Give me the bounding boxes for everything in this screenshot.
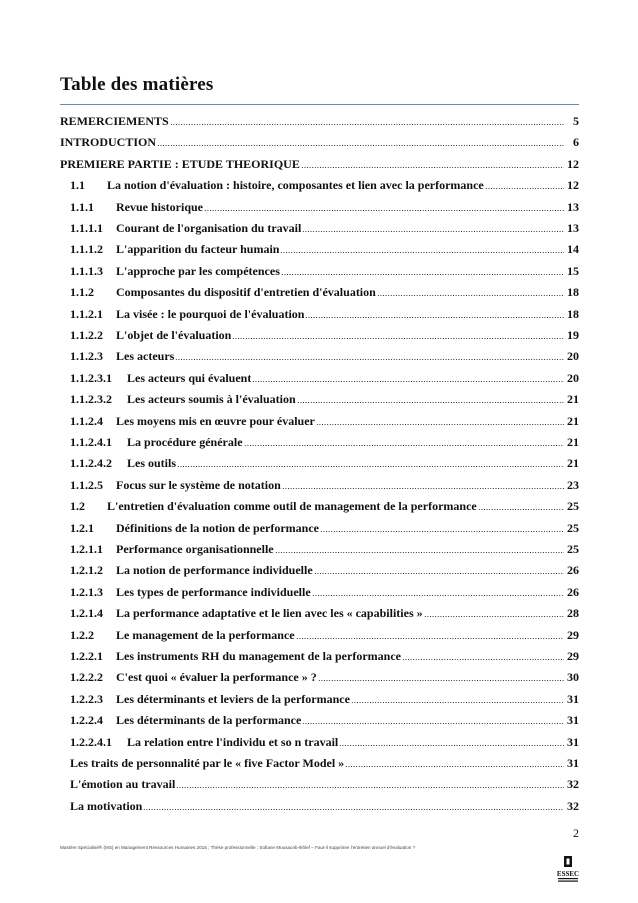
toc-entry-label: L'objet de l'évaluation	[116, 328, 232, 342]
toc-entry-label: Les acteurs qui évaluent	[127, 370, 252, 385]
dot-leader	[305, 307, 564, 319]
dot-leader	[281, 264, 564, 276]
toc-entry-label: Les moyens mis en œuvre pour évaluer	[116, 413, 315, 428]
toc-entry-label: La motivation	[70, 798, 143, 813]
dot-leader	[320, 521, 564, 533]
toc-entry[interactable]	[60, 798, 579, 814]
toc-entry-page: 13	[567, 199, 579, 214]
toc-entry[interactable]	[60, 134, 579, 150]
toc-entry-number: 1.2.2.4	[70, 713, 103, 728]
toc-entry-label: Courant de l'organisation du travail	[116, 221, 302, 235]
toc-entry-number: 1.1.2.3.2	[70, 392, 112, 407]
toc-entry-page: 12	[567, 178, 579, 193]
toc-entry-label: L'émotion au travail	[70, 777, 176, 792]
toc-entry-page: 15	[567, 263, 579, 278]
toc-entry[interactable]	[60, 199, 579, 215]
toc-entry-number: 1.2.2	[70, 627, 94, 642]
toc-entry-page: 14	[567, 242, 579, 257]
toc-entry-page: 29	[567, 649, 579, 663]
toc-entry-label: L'apparition du facteur humain	[116, 242, 280, 257]
toc-entry-number: 1.2.2.3	[70, 691, 103, 706]
toc-entry-page: 21	[567, 456, 579, 471]
dot-leader	[301, 157, 564, 169]
toc-entry-label: La relation entre l'individu et so n travail	[127, 734, 339, 749]
toc-entry-number: 1.1.2	[70, 285, 94, 300]
dot-leader	[345, 756, 564, 768]
toc-entry-label: Composantes du dispositif d'entretien d'évaluation	[116, 285, 376, 300]
dot-leader	[297, 392, 564, 404]
toc-entry-label: Les acteurs	[116, 349, 175, 364]
toc-entry[interactable]	[60, 627, 579, 643]
toc-entry-label: INTRODUCTION	[60, 135, 157, 150]
toc-entry-number: 1.1.2.5	[70, 477, 103, 492]
toc-entry-label: Les déterminants et leviers de la performance	[116, 691, 350, 706]
toc-entry-page: 19	[567, 328, 579, 342]
essec-logo-icon	[556, 856, 580, 884]
toc-entry-page: 18	[567, 306, 579, 321]
dot-leader	[302, 221, 564, 233]
toc-entry-number: 1.2.1.1	[70, 542, 103, 556]
toc-entry[interactable]	[60, 669, 579, 685]
toc-entry[interactable]	[60, 712, 579, 728]
toc-entry-label: Définitions de la notion de performance	[116, 520, 319, 535]
dot-leader	[175, 349, 564, 361]
toc-entry-label: Les outils	[127, 456, 177, 471]
toc-entry-number: 1.1.1	[70, 199, 94, 214]
toc-entry-number: 1.1.2.4	[70, 413, 103, 428]
dot-leader	[252, 371, 564, 383]
toc-entry[interactable]	[60, 477, 579, 493]
toc-entry[interactable]	[60, 562, 579, 578]
dot-leader	[377, 285, 564, 297]
toc-entry-label: Les instruments RH du management de la performance	[116, 649, 401, 663]
toc-entry[interactable]	[60, 284, 579, 300]
toc-entry-label: Les acteurs soumis à l'évaluation	[127, 392, 296, 407]
dot-leader	[204, 200, 564, 212]
toc-entry[interactable]	[60, 734, 579, 750]
toc-entry-label: La notion d'évaluation : histoire, composantes et lien avec la performance	[107, 178, 484, 193]
dot-leader	[280, 242, 564, 254]
toc-entry-page: 30	[567, 670, 579, 685]
toc-entry-label: Les traits de personnalité par le « five Factor Model »	[70, 756, 345, 770]
dot-leader	[339, 735, 564, 747]
toc-entry-page: 25	[567, 542, 579, 556]
dot-leader	[177, 456, 564, 468]
toc-entry-page: 21	[567, 413, 579, 428]
toc-entry[interactable]	[60, 413, 579, 429]
toc-entry-label: C'est quoi « évaluer la performance » ?	[116, 670, 317, 685]
toc-entry-number: 1.2.2.1	[70, 649, 103, 663]
dot-leader	[351, 692, 564, 704]
toc-entry[interactable]	[60, 434, 579, 450]
toc-entry-label: La notion de performance individuelle	[116, 563, 313, 578]
footer-text: Mastère Spécialisé® (MS) en Management Ressources Humaines 2015 ; Thèse professionnelle ; Sofiane Mousaceb-Ikhlef – Faut-il supprimer l'entretien annuel d'évaluation ?	[60, 845, 416, 850]
toc-entry-label: Les types de performance individuelle	[116, 584, 311, 599]
toc-entry[interactable]	[60, 348, 579, 364]
toc-entry-label: Focus sur le système de notation	[116, 477, 281, 492]
dot-leader	[312, 585, 564, 597]
dot-leader	[314, 563, 564, 575]
dot-leader	[302, 713, 564, 725]
toc-entry[interactable]	[60, 648, 579, 664]
toc-entry-number: 1.1.2.3	[70, 349, 103, 364]
toc-entry-number: 1.1.1.3	[70, 263, 103, 278]
toc-entry[interactable]	[60, 370, 579, 386]
toc-entry[interactable]	[60, 306, 579, 322]
toc-entry-page: 6	[573, 135, 579, 150]
dot-leader	[232, 328, 564, 340]
toc-entry-number: 1.1.2.3.1	[70, 370, 112, 385]
toc-entry-number: 1.2.1	[70, 520, 94, 535]
toc-entry-page: 5	[573, 114, 579, 128]
dot-leader	[424, 606, 564, 618]
toc-entry-page: 25	[567, 520, 579, 535]
toc-entry-number: 1.1.2.4.2	[70, 456, 112, 471]
toc-entry-label: La performance adaptative et le lien avec les « capabilities »	[116, 606, 423, 621]
toc-entry-number: 1.2.1.2	[70, 563, 103, 578]
toc-entry-page: 31	[567, 756, 579, 770]
toc-entry[interactable]	[60, 156, 579, 172]
toc-entry-number: 1.1	[70, 178, 85, 193]
toc-entry-label: Performance organisationnelle	[116, 542, 274, 556]
toc-entry[interactable]	[60, 327, 579, 343]
dot-leader	[244, 435, 564, 447]
toc-entry-page: 28	[567, 606, 579, 621]
toc-entry[interactable]	[60, 241, 579, 257]
toc-entry-page: 23	[567, 477, 579, 492]
svg-text:ESSEC: ESSEC	[556, 870, 580, 878]
toc-entry-page: 21	[567, 435, 579, 449]
toc-entry-number: 1.2.1.4	[70, 606, 103, 621]
toc-entry-label: Le management de la performance	[116, 627, 295, 642]
toc-entry-number: 1.1.2.1	[70, 306, 103, 321]
dot-leader	[170, 114, 564, 126]
toc-entry[interactable]	[60, 177, 579, 193]
toc-entry-label: L'approche par les compétences	[116, 263, 280, 278]
toc-entry-number: 1.1.1.2	[70, 242, 103, 257]
toc-title: Table des matières	[60, 74, 214, 95]
toc-entry-page: 20	[567, 349, 579, 364]
toc-entry[interactable]	[60, 584, 579, 600]
toc-entry-label: Les déterminants de la performance	[116, 713, 302, 728]
toc-entry[interactable]	[60, 755, 579, 771]
toc-entry-number: 1.2.2.4.1	[70, 734, 112, 749]
toc-entry-number: 1.1.2.2	[70, 328, 103, 342]
dot-leader	[478, 499, 564, 511]
page-number: 2	[573, 826, 579, 840]
toc-entry-label: REMERCIEMENTS	[60, 114, 169, 128]
toc-entry-number: 1.2.1.3	[70, 584, 103, 599]
dot-leader	[318, 670, 564, 682]
toc-entry[interactable]	[60, 498, 579, 514]
toc-entry[interactable]	[60, 455, 579, 471]
toc-entry-label: Revue historique	[116, 199, 203, 214]
toc-entry[interactable]	[60, 520, 579, 536]
toc-entry-page: 21	[567, 392, 579, 407]
toc-entry-number: 1.1.2.4.1	[70, 435, 112, 449]
toc-entry-page: 32	[567, 777, 579, 792]
toc-entry-number: 1.2	[70, 499, 85, 514]
toc-entry-page: 13	[567, 221, 579, 235]
toc-entry-number: 1.2.2.2	[70, 670, 103, 685]
toc-entry-page: 26	[567, 584, 579, 599]
toc-entry[interactable]	[60, 541, 579, 557]
dot-leader	[485, 178, 564, 190]
toc-entry-page: 25	[567, 499, 579, 514]
toc-entry[interactable]	[60, 605, 579, 621]
dot-leader	[275, 542, 564, 554]
toc-entry-page: 31	[567, 734, 579, 749]
dot-leader	[282, 478, 564, 490]
dot-leader	[176, 777, 564, 789]
toc-entry-page: 29	[567, 627, 579, 642]
toc-entry[interactable]	[60, 113, 579, 129]
toc-entry-page: 26	[567, 563, 579, 578]
dot-leader	[157, 135, 564, 147]
dot-leader	[143, 799, 564, 811]
toc-entry-label: La procédure générale	[127, 435, 243, 449]
toc-entry-page: 31	[567, 691, 579, 706]
toc-entry-page: 18	[567, 285, 579, 300]
dot-leader	[296, 628, 564, 640]
table-of-contents	[60, 0, 579, 903]
toc-entry[interactable]	[60, 776, 579, 792]
toc-entry-page: 32	[567, 798, 579, 813]
toc-entry-label: PREMIERE PARTIE : ETUDE THEORIQUE	[60, 156, 300, 171]
toc-entry-page: 31	[567, 713, 579, 728]
toc-entry[interactable]	[60, 220, 579, 236]
dot-leader	[402, 649, 564, 661]
toc-entry-page: 20	[567, 370, 579, 385]
toc-entry[interactable]	[60, 691, 579, 707]
toc-entry-label: La visée : le pourquoi de l'évaluation	[116, 306, 305, 321]
toc-entry-label: L'entretien d'évaluation comme outil de management de la performance	[107, 499, 477, 514]
dot-leader	[316, 414, 564, 426]
toc-entry[interactable]	[60, 263, 579, 279]
toc-entry[interactable]	[60, 391, 579, 407]
toc-entry-number: 1.1.1.1	[70, 221, 103, 235]
toc-entry-page: 12	[567, 156, 579, 171]
